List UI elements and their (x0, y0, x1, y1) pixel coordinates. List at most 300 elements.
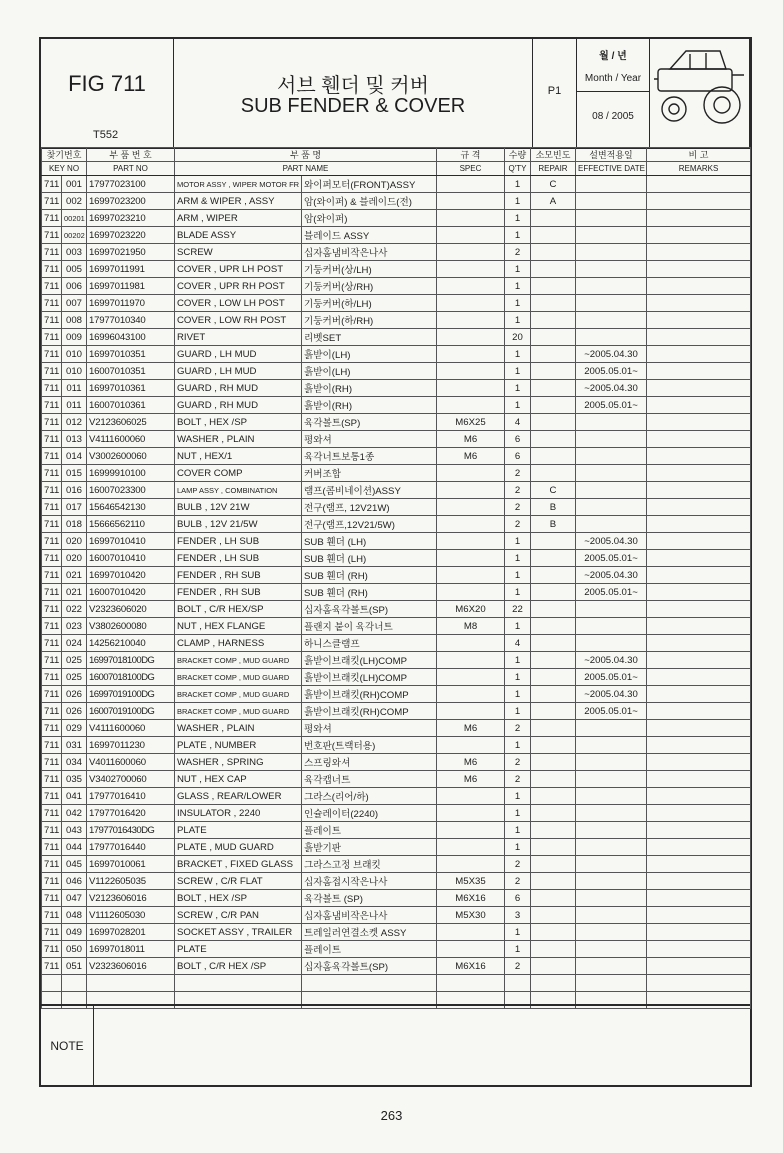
row-spec (437, 550, 505, 567)
row-qty: 2 (505, 499, 531, 516)
table-row (42, 295, 751, 312)
row-remarks (647, 754, 751, 771)
row-part-no: 16997018011 (87, 941, 175, 958)
row-repair (531, 431, 576, 448)
row-qty: 2 (505, 958, 531, 975)
row-fig: 711 (42, 533, 62, 550)
table-row (42, 856, 751, 873)
row-repair: C (531, 482, 576, 499)
header-row-english (42, 162, 751, 176)
row-part-name: CLAMP , HARNESS (175, 635, 302, 652)
col-part-no-ko: 부 품 번 호 (87, 148, 175, 162)
row-part-no: 16997011970 (87, 295, 175, 312)
row-spec (437, 533, 505, 550)
figure-number: FIG 711 (68, 71, 146, 96)
row-repair (531, 771, 576, 788)
row-eff (576, 312, 647, 329)
row-fig: 711 (42, 193, 62, 210)
row-qty: 1 (505, 567, 531, 584)
table-row (42, 805, 751, 822)
row-part-no: 16996043100 (87, 329, 175, 346)
row-remarks (647, 890, 751, 907)
table-row (42, 516, 751, 533)
row-remarks (647, 431, 751, 448)
table-row (42, 635, 751, 652)
row-fig: 711 (42, 380, 62, 397)
row-eff (576, 822, 647, 839)
row-part-no: V1112605030 (87, 907, 175, 924)
row-key: 009 (62, 329, 87, 346)
row-key: 021 (62, 567, 87, 584)
row-part-name: BOLT , C/R HEX /SP (175, 958, 302, 975)
row-fig: 711 (42, 907, 62, 924)
row-eff (576, 856, 647, 873)
row-part-no: 16007010351 (87, 363, 175, 380)
row-part-name: BRACKET , FIXED GLASS (175, 856, 302, 873)
row-spec (437, 839, 505, 856)
row-repair (531, 873, 576, 890)
table-row (42, 924, 751, 941)
row-eff (576, 261, 647, 278)
row-eff: 2005.05.01~ (576, 703, 647, 720)
row-fig: 711 (42, 176, 62, 193)
row-key: 005 (62, 261, 87, 278)
row-part-name-ko: 흙받이(LH) (302, 346, 437, 363)
row-repair (531, 652, 576, 669)
col-repair: REPAIR (531, 162, 576, 176)
row-part-name-ko: 트레일러연결소켓 ASSY (302, 924, 437, 941)
row-eff (576, 873, 647, 890)
row-part-no: 16007019100DG (87, 703, 175, 720)
table-row (42, 669, 751, 686)
row-fig: 711 (42, 278, 62, 295)
row-eff (576, 465, 647, 482)
row-eff (576, 227, 647, 244)
row-part-no: V3002600060 (87, 448, 175, 465)
row-qty: 1 (505, 312, 531, 329)
row-key: 044 (62, 839, 87, 856)
row-spec (437, 516, 505, 533)
row-eff (576, 635, 647, 652)
row-fig: 711 (42, 618, 62, 635)
row-spec (437, 822, 505, 839)
col-part-name-ko: 부 품 명 (175, 148, 437, 162)
row-spec (437, 924, 505, 941)
row-fig: 711 (42, 958, 62, 975)
row-part-name-ko: 그라스(리어/하) (302, 788, 437, 805)
row-spec: M8 (437, 618, 505, 635)
title-english: SUB FENDER & COVER (240, 95, 466, 117)
row-part-no: 16997018100DG (87, 652, 175, 669)
row-part-name-ko: 십자홈육각볼트(SP) (302, 601, 437, 618)
row-fig: 711 (42, 295, 62, 312)
row-spec (437, 686, 505, 703)
row-eff (576, 754, 647, 771)
row-spec (437, 669, 505, 686)
row-eff (576, 329, 647, 346)
row-remarks (647, 788, 751, 805)
row-remarks (647, 329, 751, 346)
row-part-no: V2123606016 (87, 890, 175, 907)
row-spec: M6 (437, 448, 505, 465)
page-label: P1 (547, 85, 562, 97)
row-part-name-ko: 와이퍼모터(FRONT)ASSY (302, 176, 437, 193)
row-part-name-ko: 기둥커버(하/RH) (302, 312, 437, 329)
row-qty: 1 (505, 363, 531, 380)
row-eff (576, 720, 647, 737)
row-eff (576, 907, 647, 924)
row-part-name-ko: SUB 휀더 (RH) (302, 567, 437, 584)
col-qty: Q'TY (505, 162, 531, 176)
row-part-name-ko: 평와셔 (302, 720, 437, 737)
title-box (174, 39, 533, 147)
row-qty: 2 (505, 720, 531, 737)
row-qty: 2 (505, 244, 531, 261)
row-part-name-ko: 플레이트 (302, 941, 437, 958)
row-part-name: ARM , WIPER (175, 210, 302, 227)
row-part-name-ko: 흙받이(RH) (302, 380, 437, 397)
row-spec: M6X16 (437, 890, 505, 907)
row-key: 010 (62, 346, 87, 363)
row-fig: 711 (42, 329, 62, 346)
row-remarks (647, 771, 751, 788)
col-spec-ko: 규 격 (437, 148, 505, 162)
row-part-name: NUT , HEX/1 (175, 448, 302, 465)
row-eff (576, 193, 647, 210)
row-part-no: 16997010361 (87, 380, 175, 397)
row-qty: 20 (505, 329, 531, 346)
row-fig: 711 (42, 244, 62, 261)
row-qty: 2 (505, 465, 531, 482)
row-key: 001 (62, 176, 87, 193)
row-fig: 711 (42, 635, 62, 652)
row-spec (437, 703, 505, 720)
row-spec (437, 312, 505, 329)
row-eff (576, 788, 647, 805)
row-remarks (647, 448, 751, 465)
row-spec (437, 567, 505, 584)
row-part-name: BOLT , HEX /SP (175, 414, 302, 431)
row-qty: 2 (505, 856, 531, 873)
row-key: 013 (62, 431, 87, 448)
row-qty: 1 (505, 550, 531, 567)
row-part-name: GUARD , RH MUD (175, 380, 302, 397)
date-box (577, 39, 650, 147)
row-part-name-ko: SUB 휀더 (LH) (302, 533, 437, 550)
row-remarks (647, 363, 751, 380)
row-key: 046 (62, 873, 87, 890)
row-repair (531, 414, 576, 431)
row-part-name-ko: 십자홈냄비작은나사 (302, 907, 437, 924)
row-spec: M6X20 (437, 601, 505, 618)
table-row (42, 346, 751, 363)
row-remarks (647, 686, 751, 703)
row-part-name: SCREW , C/R PAN (175, 907, 302, 924)
col-remarks: REMARKS (647, 162, 751, 176)
row-fig: 711 (42, 227, 62, 244)
row-key: 051 (62, 958, 87, 975)
row-part-name-ko: 블레이드 ASSY (302, 227, 437, 244)
table-row (42, 363, 751, 380)
row-part-name: INSULATOR , 2240 (175, 805, 302, 822)
row-repair (531, 329, 576, 346)
row-part-name: GUARD , LH MUD (175, 346, 302, 363)
row-remarks (647, 873, 751, 890)
row-eff (576, 958, 647, 975)
row-part-no: 16997028201 (87, 924, 175, 941)
row-eff (576, 176, 647, 193)
row-remarks (647, 533, 751, 550)
row-part-no: 14256210040 (87, 635, 175, 652)
row-qty: 1 (505, 924, 531, 941)
table-row (42, 652, 751, 669)
table-row (42, 329, 751, 346)
row-remarks (647, 278, 751, 295)
row-repair (531, 822, 576, 839)
row-key: 048 (62, 907, 87, 924)
row-repair (531, 244, 576, 261)
row-eff (576, 244, 647, 261)
row-part-name-ko (302, 975, 437, 992)
row-part-name: WASHER , PLAIN (175, 720, 302, 737)
row-key: 042 (62, 805, 87, 822)
row-eff (576, 210, 647, 227)
row-part-no: V4111600060 (87, 720, 175, 737)
row-spec (437, 295, 505, 312)
row-repair: B (531, 499, 576, 516)
row-key: 026 (62, 703, 87, 720)
row-remarks (647, 499, 751, 516)
row-repair (531, 856, 576, 873)
row-remarks (647, 550, 751, 567)
row-repair: B (531, 516, 576, 533)
row-repair (531, 261, 576, 278)
table-row (42, 448, 751, 465)
table-row (42, 414, 751, 431)
row-qty: 2 (505, 873, 531, 890)
row-part-no: 16007023300 (87, 482, 175, 499)
row-qty: 1 (505, 227, 531, 244)
row-spec (437, 805, 505, 822)
row-qty (505, 975, 531, 992)
row-part-name: BRACKET COMP , MUD GUARD (175, 652, 302, 669)
row-fig: 711 (42, 890, 62, 907)
row-repair (531, 363, 576, 380)
row-part-no: V2323606020 (87, 601, 175, 618)
row-part-name: BLADE ASSY (175, 227, 302, 244)
row-qty: 1 (505, 210, 531, 227)
model-code: T552 (93, 129, 119, 141)
row-key: 003 (62, 244, 87, 261)
row-eff: ~2005.04.30 (576, 346, 647, 363)
row-eff: ~2005.04.30 (576, 652, 647, 669)
table-row (42, 771, 751, 788)
row-part-no: 16007010410 (87, 550, 175, 567)
row-eff (576, 278, 647, 295)
row-qty: 1 (505, 686, 531, 703)
row-key: 016 (62, 482, 87, 499)
header-row-korean (42, 148, 751, 162)
row-part-name-ko: 그라스고정 브래킷 (302, 856, 437, 873)
row-fig: 711 (42, 210, 62, 227)
row-part-name-ko: 흙받이브래킷(RH)COMP (302, 686, 437, 703)
row-key: 025 (62, 669, 87, 686)
row-remarks (647, 312, 751, 329)
row-part-name: RIVET (175, 329, 302, 346)
row-eff: 2005.05.01~ (576, 584, 647, 601)
row-eff (576, 941, 647, 958)
table-row (42, 176, 751, 193)
row-part-no: V4111600060 (87, 431, 175, 448)
row-spec (437, 975, 505, 992)
row-repair (531, 686, 576, 703)
row-spec (437, 584, 505, 601)
row-fig: 711 (42, 499, 62, 516)
row-eff (576, 890, 647, 907)
table-row (42, 975, 751, 992)
row-part-name: COVER , UPR LH POST (175, 261, 302, 278)
row-key: 045 (62, 856, 87, 873)
row-qty: 1 (505, 703, 531, 720)
row-part-name: COVER , UPR RH POST (175, 278, 302, 295)
col-remarks-ko: 비 고 (647, 148, 751, 162)
table-row (42, 703, 751, 720)
col-key-ko: 찾기번호 (42, 148, 87, 162)
table-row (42, 737, 751, 754)
table-row (42, 907, 751, 924)
row-fig: 711 (42, 839, 62, 856)
row-repair (531, 618, 576, 635)
table-row (42, 397, 751, 414)
row-remarks (647, 941, 751, 958)
row-fig: 711 (42, 737, 62, 754)
row-remarks (647, 975, 751, 992)
row-qty: 1 (505, 278, 531, 295)
row-part-name-ko: 기둥커버(상/LH) (302, 261, 437, 278)
row-key: 010 (62, 363, 87, 380)
row-part-no: 16999910100 (87, 465, 175, 482)
row-key: 031 (62, 737, 87, 754)
row-fig: 711 (42, 822, 62, 839)
row-remarks (647, 193, 751, 210)
row-key: 00202 (62, 227, 87, 244)
row-spec (437, 788, 505, 805)
row-part-name: FENDER , RH SUB (175, 567, 302, 584)
col-repair-ko: 소모빈도 (531, 148, 576, 162)
row-remarks (647, 839, 751, 856)
row-part-no: 16997010410 (87, 533, 175, 550)
row-eff (576, 482, 647, 499)
row-eff (576, 975, 647, 992)
row-key: 007 (62, 295, 87, 312)
row-spec (437, 227, 505, 244)
col-part-name: PART NAME (175, 162, 437, 176)
row-part-name: GLASS , REAR/LOWER (175, 788, 302, 805)
row-part-name: NUT , HEX FLANGE (175, 618, 302, 635)
row-qty: 22 (505, 601, 531, 618)
row-part-name: GUARD , RH MUD (175, 397, 302, 414)
row-part-no: 16007010361 (87, 397, 175, 414)
row-repair (531, 380, 576, 397)
row-part-name: PLATE , MUD GUARD (175, 839, 302, 856)
table-row (42, 244, 751, 261)
row-eff (576, 448, 647, 465)
row-repair (531, 805, 576, 822)
row-spec: M6 (437, 771, 505, 788)
row-part-name: LAMP ASSY , COMBINATION (175, 482, 302, 499)
row-eff (576, 499, 647, 516)
row-part-name-ko: 전구(램프, 12V21W) (302, 499, 437, 516)
row-part-no: 16997010420 (87, 567, 175, 584)
row-part-name: COVER , LOW RH POST (175, 312, 302, 329)
row-part-no: 16997010351 (87, 346, 175, 363)
row-part-no: V1122605035 (87, 873, 175, 890)
row-part-name: COVER COMP (175, 465, 302, 482)
row-qty: 2 (505, 482, 531, 499)
row-spec (437, 176, 505, 193)
row-part-name-ko: 암(와이퍼) (302, 210, 437, 227)
row-key: 050 (62, 941, 87, 958)
row-qty: 2 (505, 516, 531, 533)
row-qty: 1 (505, 397, 531, 414)
row-fig: 711 (42, 448, 62, 465)
row-part-name-ko: 흙받이브래킷(RH)COMP (302, 703, 437, 720)
row-qty: 4 (505, 635, 531, 652)
row-fig: 711 (42, 720, 62, 737)
table-row (42, 601, 751, 618)
row-eff: ~2005.04.30 (576, 567, 647, 584)
row-part-name: MOTOR ASSY , WIPER MOTOR FR (175, 176, 302, 193)
row-repair (531, 958, 576, 975)
row-part-name: BRACKET COMP , MUD GUARD (175, 703, 302, 720)
table-row (42, 193, 751, 210)
row-fig: 711 (42, 703, 62, 720)
row-qty: 1 (505, 533, 531, 550)
col-eff: EFFECTIVE DATE (576, 162, 647, 176)
row-key: 014 (62, 448, 87, 465)
row-fig: 711 (42, 924, 62, 941)
row-fig: 711 (42, 686, 62, 703)
row-repair (531, 312, 576, 329)
row-part-name-ko: 기둥커버(상/RH) (302, 278, 437, 295)
table-row (42, 567, 751, 584)
row-remarks (647, 958, 751, 975)
row-part-no: 16997011981 (87, 278, 175, 295)
row-qty: 2 (505, 754, 531, 771)
row-repair (531, 975, 576, 992)
row-spec (437, 499, 505, 516)
row-remarks (647, 176, 751, 193)
row-remarks (647, 482, 751, 499)
row-eff: 2005.05.01~ (576, 363, 647, 380)
row-spec (437, 652, 505, 669)
row-part-name: ARM & WIPER , ASSY (175, 193, 302, 210)
table-row (42, 958, 751, 975)
row-qty: 1 (505, 380, 531, 397)
row-part-no: 16997021950 (87, 244, 175, 261)
row-spec (437, 482, 505, 499)
row-repair (531, 210, 576, 227)
row-qty: 1 (505, 737, 531, 754)
row-eff: ~2005.04.30 (576, 686, 647, 703)
row-qty: 1 (505, 176, 531, 193)
row-key: 011 (62, 380, 87, 397)
row-part-name: BOLT , HEX /SP (175, 890, 302, 907)
row-key: 049 (62, 924, 87, 941)
col-eff-ko: 설변적용일 (576, 148, 647, 162)
date-label-korean: 월 / 년 (599, 51, 627, 62)
row-part-no (87, 975, 175, 992)
